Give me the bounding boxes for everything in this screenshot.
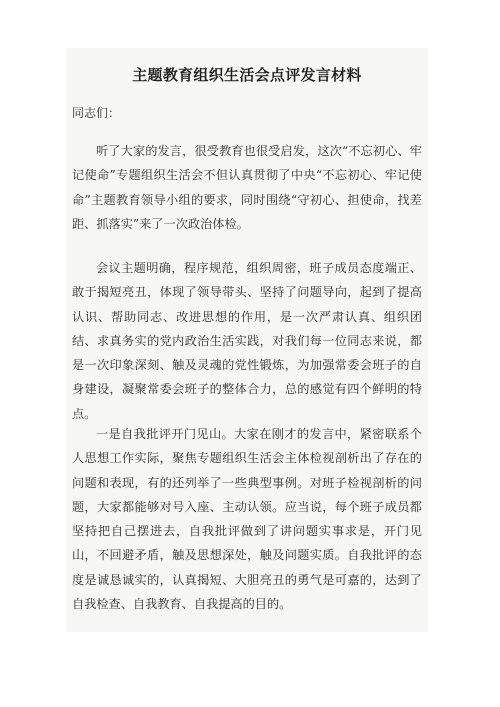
paragraph-1: 听了大家的发言，很受教育也很受启发，这次“不忘初心、牢记使命”专题组织生活会不但认真贯彻了中央“不忘初心、牢记使命”主题教育领导小组的要求，同时围绕“守初心、担使命，找差距、抓落实”来了一次政治体检。 (72, 144, 422, 231)
document-title: 主题教育组织生活会点评发言材料 (132, 66, 362, 84)
paragraph-3: 一是自我批评开门见山。大家在刚才的发言中，紧密联系个人思想工作实际，聚焦专题组织生活会主体检视剖析出了存在的问题和表现，有的还列举了一些典型事例。对班子检视剖析的问题，大家都能够对号入座、主动认领。应当说，每个班子成员都坚持把自己摆进去，自我批评做到了讲问题实事求是，开门见山，不回避矛盾，触及思想深处，触及问题实质。自我批评的态度是诚恳诚实的，认真揭短、大胆亮丑的勇气是可嘉的，达到了自我检查、自我教育、自我提高的目的。 (72, 427, 422, 612)
salutation: 同志们： (72, 106, 121, 120)
paragraph-2: 会议主题明确，程序规范，组织周密，班子成员态度端正、敢于揭短亮丑，体现了领导带头、坚持了问题导向，起到了提高认识、帮助同志、改进思想的作用，是一次严肃认真、组织团结、求真务实的党内政治生活实践，对我们每一位同志来说，都是一次印象深刻、触及灵魂的党性锻炼，为加强常委会班子的自身建设，凝聚常委会班子的整体合力，总的感觉有四个鲜明的特点。 (72, 261, 422, 421)
document-page (66, 48, 428, 632)
